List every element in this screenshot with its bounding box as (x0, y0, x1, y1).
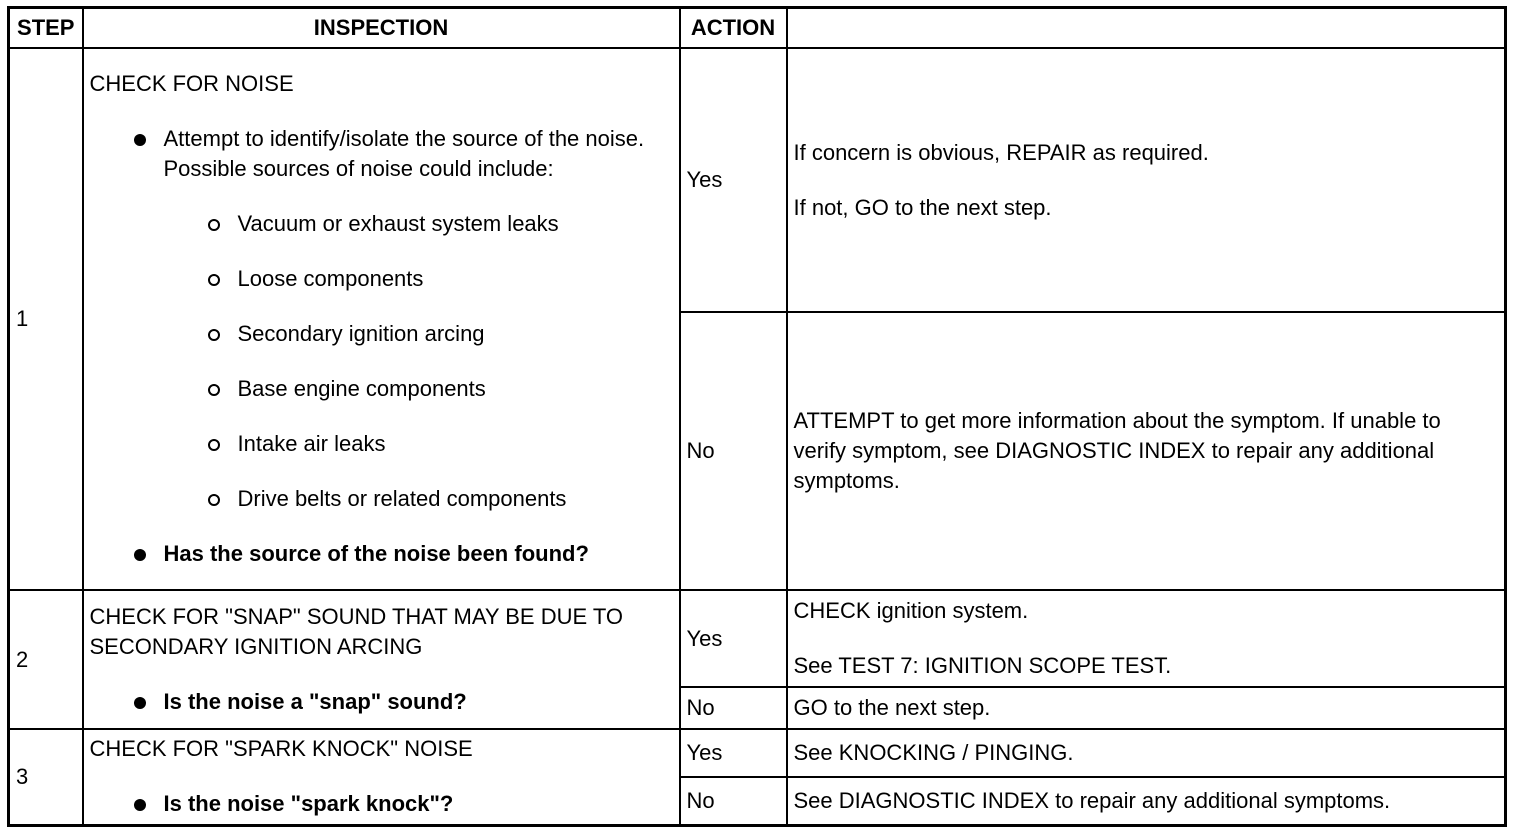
action-text: GO to the next step. (793, 695, 991, 720)
header-blank (787, 8, 1506, 49)
step-heading: CHECK FOR "SNAP" SOUND THAT MAY BE DUE TO SECONDARY IGNITION ARCING (89, 604, 624, 659)
action-text: If concern is obvious, REPAIR as required. (793, 139, 1209, 165)
header-step: STEP (9, 8, 83, 49)
bullet-item (90, 124, 673, 184)
sub-item-text: Vacuum or exhaust system leaks (237, 211, 559, 236)
circle-bullet-icon (208, 439, 220, 451)
inspection-cell (83, 48, 680, 590)
circle-bullet-icon (208, 384, 220, 396)
answer-yes: Yes (680, 48, 787, 312)
sub-item-text: Base engine components (237, 376, 486, 401)
action-text: See TEST 7: IGNITION SCOPE TEST. (793, 653, 1172, 678)
circle-bullet-icon (208, 274, 220, 286)
header-action: ACTION (680, 8, 787, 49)
sub-item-text: Secondary ignition arcing (237, 321, 485, 346)
question-item (90, 687, 673, 717)
circle-bullet-icon (208, 494, 220, 506)
sub-item-text: Intake air leaks (237, 431, 386, 456)
circle-bullet-icon (208, 329, 220, 341)
question-text: Has the source of the noise been found? (163, 541, 589, 566)
bullet-dot-icon (134, 549, 146, 561)
question-item (90, 789, 673, 819)
sub-item (90, 264, 673, 294)
action-no (787, 687, 1506, 729)
inspection-cell (83, 729, 680, 825)
step-heading: CHECK FOR "SPARK KNOCK" NOISE (89, 736, 473, 762)
bullet-text: Attempt to identify/isolate the source of the noise. Possible sources of noise could include: (163, 126, 645, 181)
answer-no: No (680, 312, 787, 590)
step-1-yes-row (9, 48, 1506, 312)
sub-item (90, 374, 673, 404)
answer-yes: Yes (680, 590, 787, 687)
step-number: 3 (9, 729, 83, 825)
inspection-cell (83, 590, 680, 729)
step-number: 1 (9, 48, 83, 590)
action-yes (787, 729, 1506, 777)
step-3-yes-row (9, 729, 1506, 777)
header-inspection: INSPECTION (83, 8, 680, 49)
action-text: If not, GO to the next step. (793, 194, 1052, 220)
step-heading: CHECK FOR NOISE (89, 71, 294, 96)
question-text: Is the noise "spark knock"? (163, 791, 454, 817)
sub-item (90, 429, 673, 459)
step-number: 2 (9, 590, 83, 729)
sub-item (90, 484, 673, 514)
action-text: ATTEMPT to get more information about the symptom. If unable to verify symptom, see DIAGNOSTIC INDEX to repair any additional symptoms. (793, 408, 1441, 493)
sub-item (90, 319, 673, 349)
action-yes (787, 48, 1506, 312)
action-no (787, 312, 1506, 590)
answer-yes: Yes (680, 729, 787, 777)
action-no (787, 777, 1506, 825)
action-text: See KNOCKING / PINGING. (793, 740, 1074, 765)
sub-item-text: Drive belts or related components (237, 486, 567, 511)
circle-bullet-icon (208, 219, 220, 231)
step-2-yes-row (9, 590, 1506, 687)
question-text: Is the noise a "snap" sound? (163, 689, 467, 714)
bullet-dot-icon (134, 799, 146, 811)
bullet-dot-icon (134, 697, 146, 709)
question-item (90, 539, 673, 569)
bullet-dot-icon (134, 134, 146, 146)
diagnostic-table (7, 6, 1507, 827)
sub-item (90, 209, 673, 239)
action-text: CHECK ignition system. (793, 598, 1029, 623)
action-yes (787, 590, 1506, 687)
sub-item-text: Loose components (237, 266, 424, 291)
action-text: See DIAGNOSTIC INDEX to repair any additional symptoms. (793, 787, 1391, 813)
answer-no: No (680, 687, 787, 729)
answer-no: No (680, 777, 787, 825)
header-row (9, 8, 1506, 49)
